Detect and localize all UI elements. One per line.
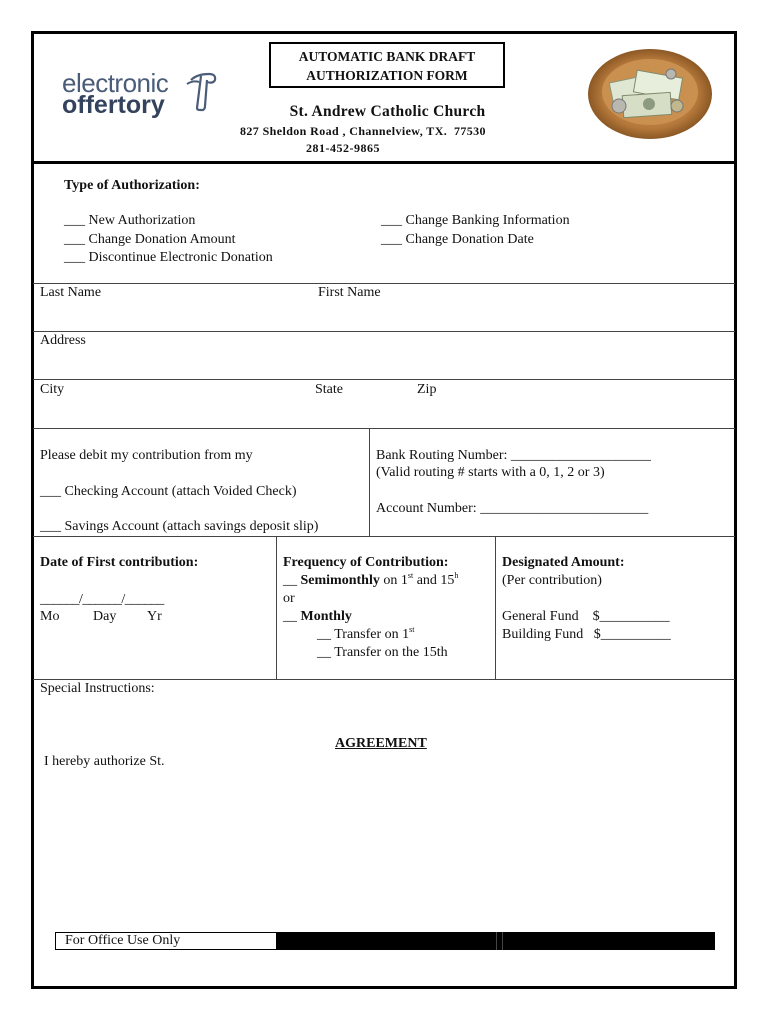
divider-debit-top <box>33 428 735 429</box>
transfer-first-sup: st <box>409 625 415 634</box>
option-discontinue-donation[interactable]: ___ Discontinue Electronic Donation <box>64 250 273 265</box>
monthly-option[interactable] <box>283 609 352 625</box>
designated-amount-sub: (Per contribution) <box>502 573 602 588</box>
first-contribution-heading: Date of First contribution: <box>40 555 199 570</box>
church-name: St. Andrew Catholic Church <box>289 103 486 120</box>
divider-special-top <box>33 679 735 680</box>
semimonthly-text: on 1 <box>379 573 408 588</box>
church-address: 827 Sheldon Road , Channelview, TX. 77530 <box>240 124 486 138</box>
semimonthly-blank: __ <box>283 573 301 588</box>
divider-contribution-left <box>276 536 277 679</box>
debit-intro: Please debit my contribution from my <box>40 448 253 463</box>
option-change-donation-date[interactable]: ___ Change Donation Date <box>381 231 534 247</box>
authorization-options-left <box>64 212 273 268</box>
header-divider <box>33 161 735 164</box>
divider-city-top <box>33 379 735 380</box>
divider-debit-vertical <box>369 428 370 536</box>
logo-line-electronic: electronic <box>62 68 169 98</box>
agreement-text: I hereby authorize St. <box>44 754 165 769</box>
building-fund-field[interactable]: Building Fund $__________ <box>502 627 671 642</box>
last-name-label[interactable]: Last Name <box>40 285 102 300</box>
form-title-line1: AUTOMATIC BANK DRAFT <box>298 49 476 64</box>
church-phone: 281-452-9865 <box>306 141 380 155</box>
semimonthly-label: Semimonthly <box>300 573 380 588</box>
general-fund-field[interactable]: General Fund $__________ <box>502 609 670 624</box>
designated-amount-heading: Designated Amount: <box>502 555 625 570</box>
logo-line-offertory: offertory <box>62 91 165 119</box>
routing-number-note: (Valid routing # starts with a 0, 1, 2 or 3) <box>376 465 605 480</box>
divider-name-top <box>33 283 735 284</box>
monthly-label: Monthly <box>300 609 352 624</box>
or-label: or <box>283 591 295 606</box>
office-use-label: For Office Use Only <box>55 932 277 950</box>
frequency-heading: Frequency of Contribution: <box>283 555 449 570</box>
checking-account-option[interactable]: ___ Checking Account (attach Voided Check) <box>40 484 297 499</box>
authorization-options-right <box>381 212 570 249</box>
option-change-donation-amount[interactable]: ___ Change Donation Amount <box>64 231 236 247</box>
transfer-first-text: __ Transfer on 1 <box>317 627 410 642</box>
form-title-line2: AUTHORIZATION FORM <box>306 68 468 83</box>
divider-contribution-right <box>495 536 496 679</box>
special-instructions-label[interactable]: Special Instructions: <box>40 681 155 696</box>
cross-logo-icon <box>183 68 219 112</box>
semimonthly-sup-1: st <box>407 571 414 580</box>
account-number-field[interactable]: Account Number: ________________________ <box>376 501 649 516</box>
semimonthly-and: and 15 <box>413 573 455 588</box>
option-change-banking-info[interactable]: ___ Change Banking Information <box>381 213 570 228</box>
first-name-label[interactable]: First Name <box>318 285 381 300</box>
first-contribution-date-field[interactable]: ______/______/______ <box>40 592 164 607</box>
offering-plate-image <box>585 46 715 142</box>
electronic-offertory-logo <box>62 68 222 120</box>
routing-number-field[interactable]: Bank Routing Number: ____________________ <box>376 448 651 463</box>
state-label[interactable]: State <box>315 382 343 397</box>
option-new-authorization[interactable]: ___ New Authorization <box>64 213 196 228</box>
savings-account-option[interactable]: ___ Savings Account (attach savings deposit slip) <box>40 519 319 534</box>
divider-contribution-top <box>33 536 735 537</box>
day-label: Day <box>93 609 117 624</box>
semimonthly-sup-2: h <box>454 571 459 580</box>
year-label: Yr <box>147 609 162 624</box>
zip-label[interactable]: Zip <box>417 382 437 397</box>
agreement-heading: AGREEMENT <box>335 736 427 751</box>
form-title-box <box>269 42 505 88</box>
authorization-heading: Type of Authorization: <box>64 178 200 193</box>
city-label[interactable]: City <box>40 382 65 397</box>
divider-address-top <box>33 331 735 332</box>
office-use-bar-divider-1 <box>496 932 497 950</box>
transfer-fifteenth-option[interactable]: __ Transfer on the 15th <box>317 645 448 660</box>
office-use-bar-divider-2 <box>502 932 503 950</box>
month-label: Mo <box>40 609 60 624</box>
semimonthly-option[interactable] <box>283 573 458 589</box>
transfer-first-option[interactable] <box>317 627 415 643</box>
address-label[interactable]: Address <box>40 333 86 348</box>
monthly-blank: __ <box>283 609 301 624</box>
